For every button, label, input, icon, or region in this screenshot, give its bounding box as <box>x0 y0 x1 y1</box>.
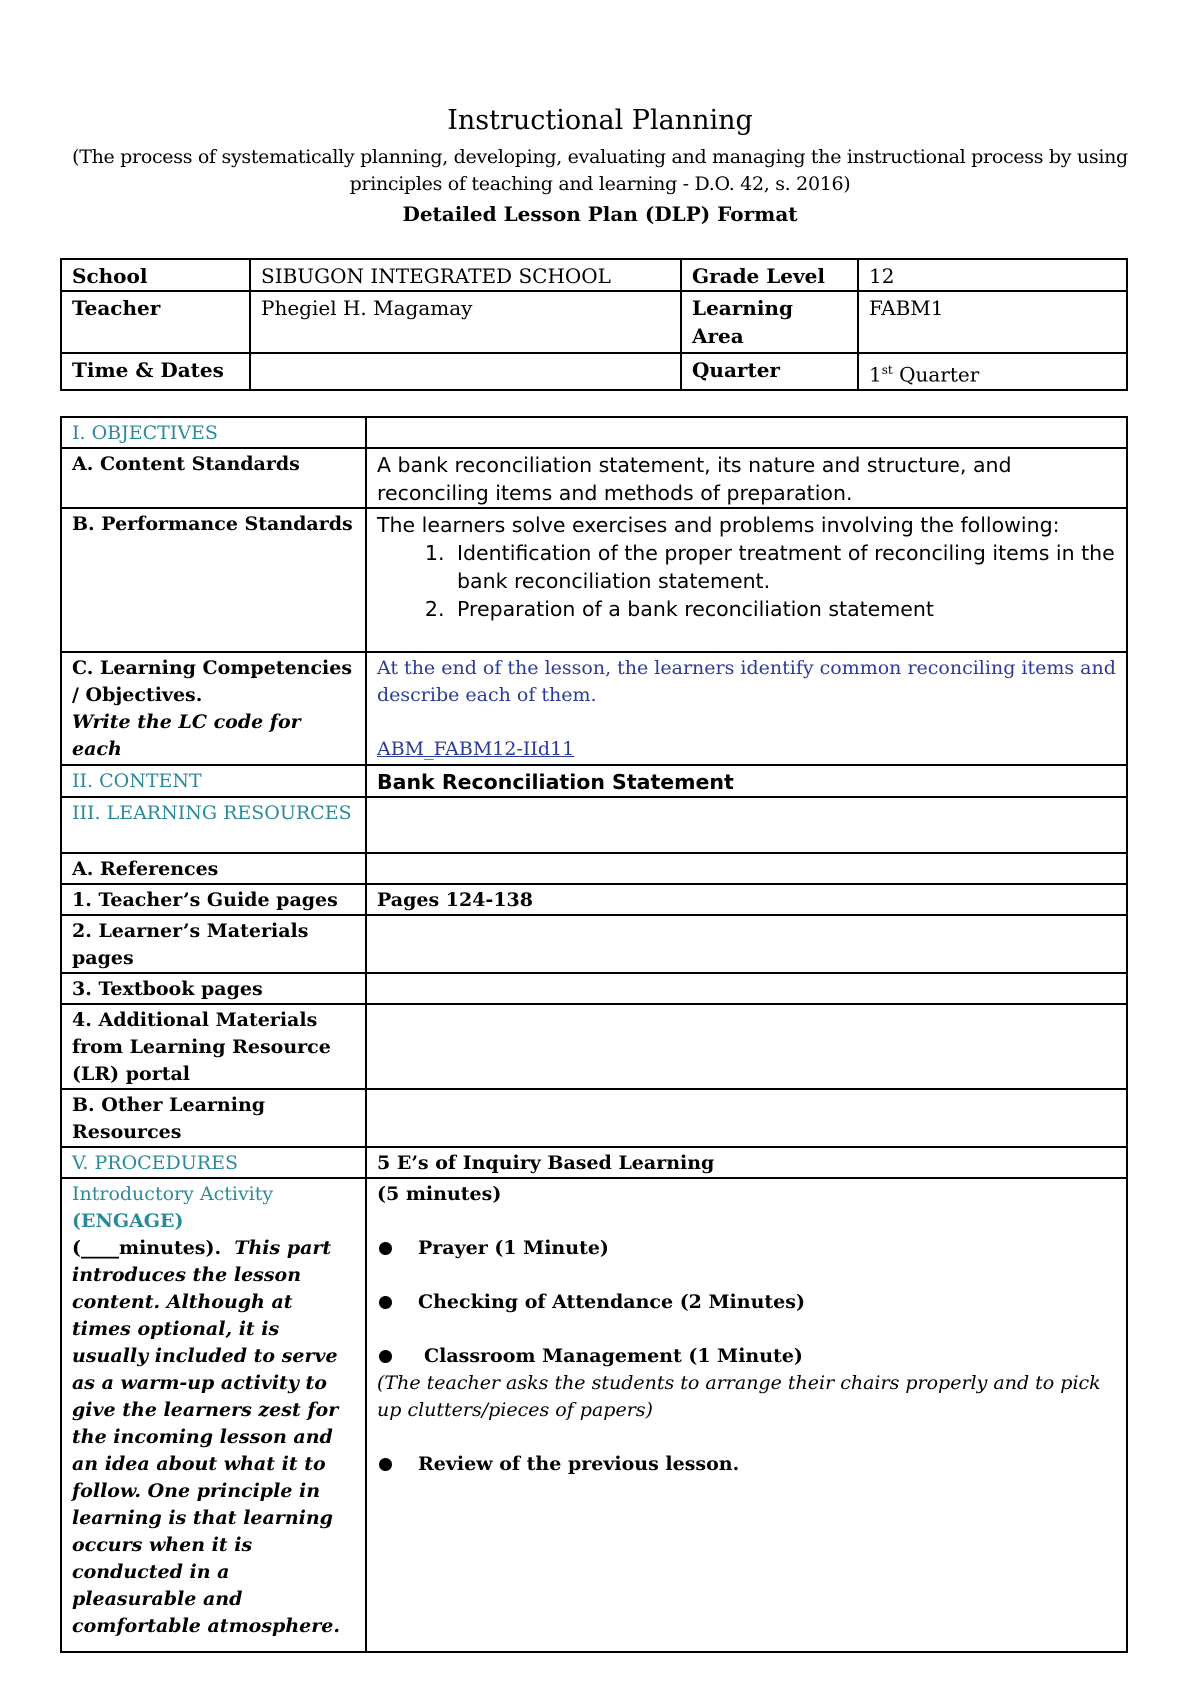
bullet-icon <box>379 1350 392 1363</box>
duration: (5 minutes) <box>377 1183 502 1205</box>
content-standards-label: A. Content Standards <box>61 448 366 508</box>
area-value: FABM1 <box>858 291 1127 353</box>
row-textbook <box>61 973 1127 1004</box>
row-introductory-activity <box>61 1178 1127 1652</box>
row-procedures <box>61 1147 1127 1178</box>
intro-description <box>72 1235 355 1640</box>
bullet-icon <box>379 1458 392 1471</box>
quarter-label: Quarter <box>681 353 858 390</box>
objectives-label: I. OBJECTIVES <box>61 417 366 448</box>
school-value: SIBUGON INTEGRATED SCHOOL <box>250 259 681 291</box>
info-row-school <box>61 259 1127 291</box>
school-label: School <box>61 259 250 291</box>
row-additional <box>61 1004 1127 1089</box>
activity-review-text: Review of the previous lesson. <box>418 1453 740 1475</box>
teacher-label: Teacher <box>61 291 250 353</box>
info-row-teacher <box>61 291 1127 353</box>
resources-value <box>366 797 1127 853</box>
row-objectives <box>61 417 1127 448</box>
lm-value <box>366 915 1127 973</box>
references-value <box>366 853 1127 884</box>
competencies-label: C. Learning Competencies / Objectives. <box>72 657 353 706</box>
page-subtitle: (The process of systematically planning, developing, evaluating and managing the instructional process by using principles of teaching and learning - D.O. 42, s. 2016) <box>72 146 1128 195</box>
activity-management <box>377 1343 1116 1370</box>
grade-value: 12 <box>858 259 1127 291</box>
row-learners-materials <box>61 915 1127 973</box>
intro-note: This part introduces the lesson content. Although at times optional, it is usually included to serve as a warm-up activity to give the learners zest for the incoming lesson and an idea about what it to follow. One principle in learning is that learning occurs when it is conducted in a pleasurable and comfortable atmosphere. <box>72 1237 340 1637</box>
lesson-plan-table <box>60 416 1128 1653</box>
grade-label: Grade Level <box>681 259 858 291</box>
activity-management-text: Classroom Management (1 Minute) <box>424 1345 803 1367</box>
area-label: Learning Area <box>681 291 858 353</box>
time-value <box>250 353 681 390</box>
content-standards-value: A bank reconciliation statement, its nature and structure, and reconciling items and methods of preparation. <box>366 448 1127 508</box>
procedures-label: V. PROCEDURES <box>61 1147 366 1178</box>
tg-value: Pages 124-138 <box>366 884 1127 915</box>
lc-code: ABM_FABM12-IId11 <box>377 738 575 760</box>
time-label: Time & Dates <box>61 353 250 390</box>
objectives-value <box>366 417 1127 448</box>
performance-value <box>366 508 1127 652</box>
intro-label: Introductory Activity <box>72 1183 274 1205</box>
performance-intro: The learners solve exercises and problems involving the following: <box>377 513 1060 537</box>
info-row-time <box>61 353 1127 390</box>
competencies-value: At the end of the lesson, the learners identify common reconciling items and describe each of them. <box>377 657 1116 706</box>
quarter-word: Quarter <box>892 362 980 387</box>
performance-item: 2. Preparation of a bank reconciliation statement <box>451 595 1116 623</box>
activity-attendance <box>377 1289 1116 1316</box>
additional-value <box>366 1004 1127 1089</box>
row-references <box>61 853 1127 884</box>
quarter-number: 1 <box>869 362 882 387</box>
bullet-icon <box>379 1296 392 1309</box>
performance-list <box>377 539 1116 623</box>
additional-label: 4. Additional Materials from Learning Resource (LR) portal <box>61 1004 366 1089</box>
row-teachers-guide <box>61 884 1127 915</box>
performance-item: 1. Identification of the proper treatment of reconciling items in the bank reconciliation statement. <box>451 539 1116 595</box>
competencies-note: Write the LC code for each <box>72 711 301 760</box>
competencies-cell <box>61 652 366 765</box>
bullet-icon <box>379 1242 392 1255</box>
activity-attendance-text: Checking of Attendance (2 Minutes) <box>418 1291 805 1313</box>
content-value: Bank Reconciliation Statement <box>366 765 1127 797</box>
activities-cell <box>366 1178 1127 1652</box>
activity-review <box>377 1451 1116 1478</box>
activity-prayer <box>377 1235 1116 1262</box>
row-other-resources <box>61 1089 1127 1147</box>
quarter-value <box>858 353 1127 390</box>
row-content <box>61 765 1127 797</box>
row-competencies <box>61 652 1127 765</box>
activity-list <box>377 1235 1116 1370</box>
references-label: A. References <box>61 853 366 884</box>
row-resources <box>61 797 1127 853</box>
other-value <box>366 1089 1127 1147</box>
row-performance-standards <box>61 508 1127 652</box>
quarter-suffix: st <box>881 363 893 377</box>
page-title: Instructional Planning <box>447 105 753 136</box>
teacher-value: Phegiel H. Magamay <box>250 291 681 353</box>
info-table <box>60 258 1128 391</box>
textbook-label: 3. Textbook pages <box>61 973 366 1004</box>
textbook-value <box>366 973 1127 1004</box>
format-heading: Detailed Lesson Plan (DLP) Format <box>402 202 798 226</box>
content-label: II. CONTENT <box>61 765 366 797</box>
other-label: B. Other Learning Resources <box>61 1089 366 1147</box>
competencies-value-cell <box>366 652 1127 765</box>
row-content-standards <box>61 448 1127 508</box>
minutes-label: (____minutes). <box>72 1237 222 1259</box>
management-note: (The teacher asks the students to arrange their chairs properly and to pick up clutters/pieces of papers) <box>377 1372 1101 1421</box>
lm-label: 2. Learner’s Materials pages <box>61 915 366 973</box>
intro-cell <box>61 1178 366 1652</box>
resources-label: III. LEARNING RESOURCES <box>61 797 366 853</box>
tg-label: 1. Teacher’s Guide pages <box>61 884 366 915</box>
procedures-value: 5 E’s of Inquiry Based Learning <box>366 1147 1127 1178</box>
activity-list-review <box>377 1451 1116 1478</box>
activity-prayer-text: Prayer (1 Minute) <box>418 1237 609 1259</box>
performance-label: B. Performance Standards <box>61 508 366 652</box>
engage-label: (ENGAGE) <box>72 1210 184 1232</box>
